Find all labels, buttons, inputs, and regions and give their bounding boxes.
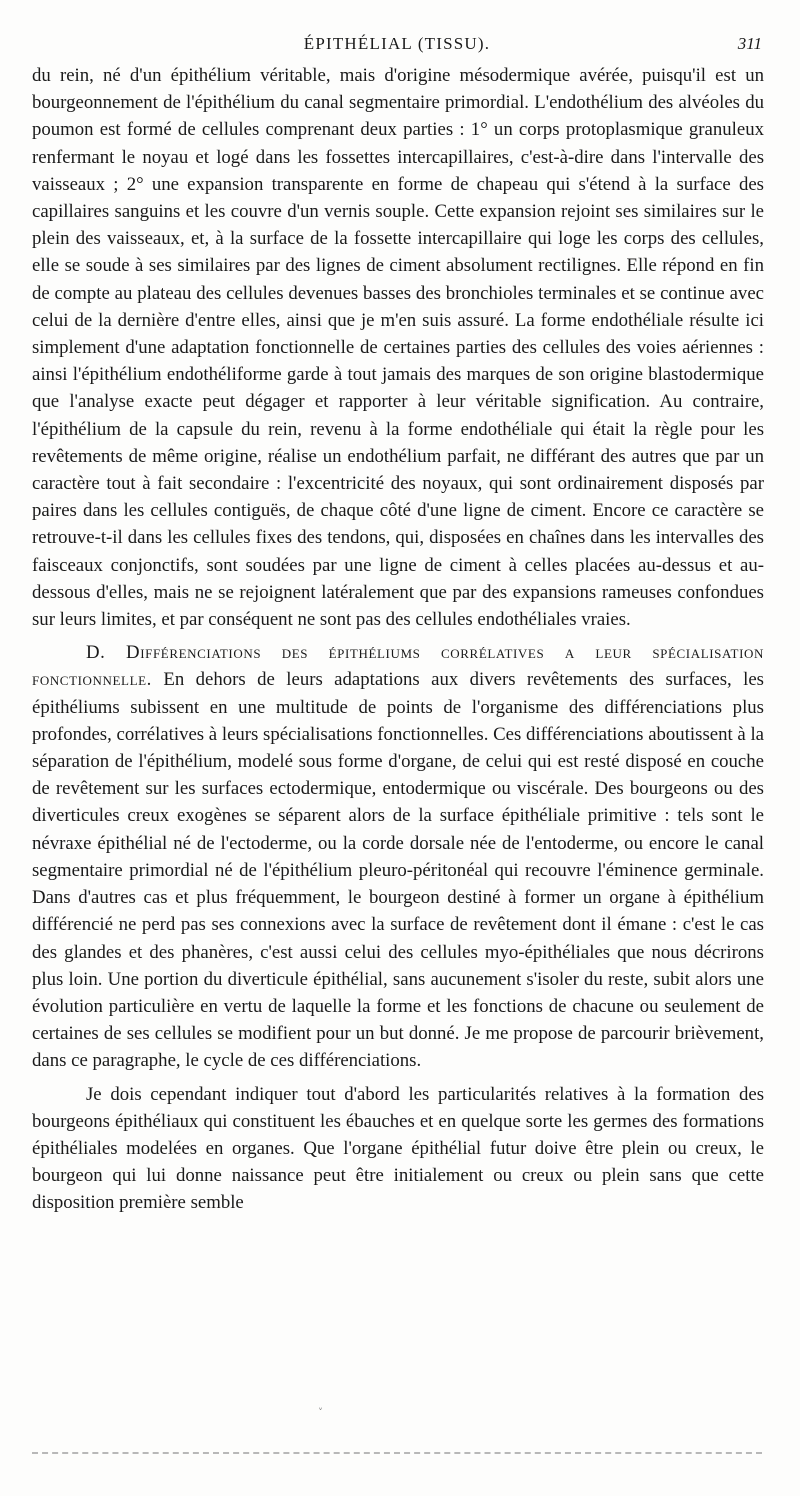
text-body — [32, 62, 764, 1217]
page-number: 311 — [737, 34, 762, 53]
paragraph-3: Je dois cependant indiquer tout d'abord les particularités relatives à la formation des bourgeons épithéliaux qui constituent les ébauches et en quelque sorte les germes des formations épithéliales modelées en organes. Que l'organe épithélial futur doive être plein ou creux, le bourgeon qui lui donne naissance peut être initialement ou creux ou plein sans que cette disposition première semble — [32, 1083, 764, 1214]
paragraph-2-body: En dehors de leurs adaptations aux divers revêtements des surfaces, les épithéliums subissent en une multitude de points de l'organisme des différenciations plus profondes, corrélatives à leurs spécialisations fonctionnelles. Ces différenciations aboutissent à la séparation de l'épithélium, modelé sous forme d'organe, de celui qui est resté disposé en couche de revêtement sur les surfaces ectodermique, entodermique ou viscérale. Des bourgeons ou des diverticules creux exogènes se séparent alors de la surface épithéliale primitive : tels sont le névraxe épithélial né de l'ectoderme, ou la corde dorsale née de l'entoderme, ou encore le canal segmentaire primordial né de l'épithélium pleuro-péritonéal qui recouvre l'éminence germinale. Dans d'autres cas et plus fréquemment, le bourgeon destiné à former un organe à épithélium différencié ne perd pas ses connexions avec la surface de revêtement dont il émane : c'est le cas des glandes et des phanères, c'est aussi celui des cellules myo-épithéliales que nous décrirons plus loin. Une portion du diverticule épithélial, sans aucunement s'isoler du reste, subit alors une évolution particulière en vertu de laquelle la forme et les fonctions de chacune ou seulement de certaines de ses cellules se modifient pour un but donné. Je me propose de parcourir brièvement, dans ce paragraphe, le cycle de ces différenciations. — [32, 669, 764, 1072]
running-head: ÉPITHÉLIAL (TISSU). — [303, 34, 491, 53]
paragraph-1: du rein, né d'un épithélium véritable, mais d'origine mésodermique avérée, puisqu'il est un bourgeonnement de l'épithélium du canal segmentaire primordial. L'endothélium des alvéoles du poumon est formé de cellules comprenant deux parties : 1° un corps protoplasmique granuleux renfermant le noyau et logé dans les fossettes intercapillaires, c'est-à-dire dans l'intervalle des vaisseaux ; 2° une expansion transparente en forme de chapeau qui s'étend à la surface des capillaires sanguins et les couvre d'un vernis souple. Cette expansion rejoint ses similaires sur le plein des vaisseaux, et, à la surface de la fossette intercapillaire qui loge les corps des cellules, elle se soude à ses similaires par des lignes de ciment absolument rectilignes. Elle répond en fin de compte au plateau des cellules devenues basses des bronchioles terminales et se continue avec celui de la dernière d'entre elles, ainsi que je m'en suis assuré. La forme endothéliale résulte ici simplement d'une adaptation fonctionnelle de certaines parties des cellules des voies aériennes : ainsi l'épithélium endothéliforme garde à tout jamais des marques de son origine blastodermique que l'analyse exacte peut dégager et rapporter à leur véritable signification. Au contraire, l'épithélium de la capsule du rein, revenu à la forme endothéliale qui était la règle pour les revêtements de même origine, réalise un endothélium parfait, ne différant des autres que par un caractère tout à fait secondaire : l'excentricité des noyaux, qui sont ordinairement disposés par paires dans les cellules contiguës, de chaque côté d'une ligne de ciment. Encore ce caractère se retrouve-t-il dans les cellules fixes des tendons, qui, disposées en chaînes dans les intervalles des faisceaux conjonctifs, sont soudées par une ligne de ciment à celles placées au-dessus et au-dessous d'elles, mais ne se rejoignent latéralement que par des expansions rameuses confondues sur leurs limites, et par conséquent ne sont pas des cellules endothéliales vraies. — [32, 65, 764, 631]
section-heading: D. Différenciations des épithéliums corrélatives a leur spécialisation fonctionnelle. — [32, 642, 764, 691]
paragraph-2 — [32, 639, 764, 1074]
bottom-rule — [32, 1452, 762, 1454]
page-header — [32, 30, 762, 60]
printer-mark: ˅ — [318, 1408, 323, 1419]
